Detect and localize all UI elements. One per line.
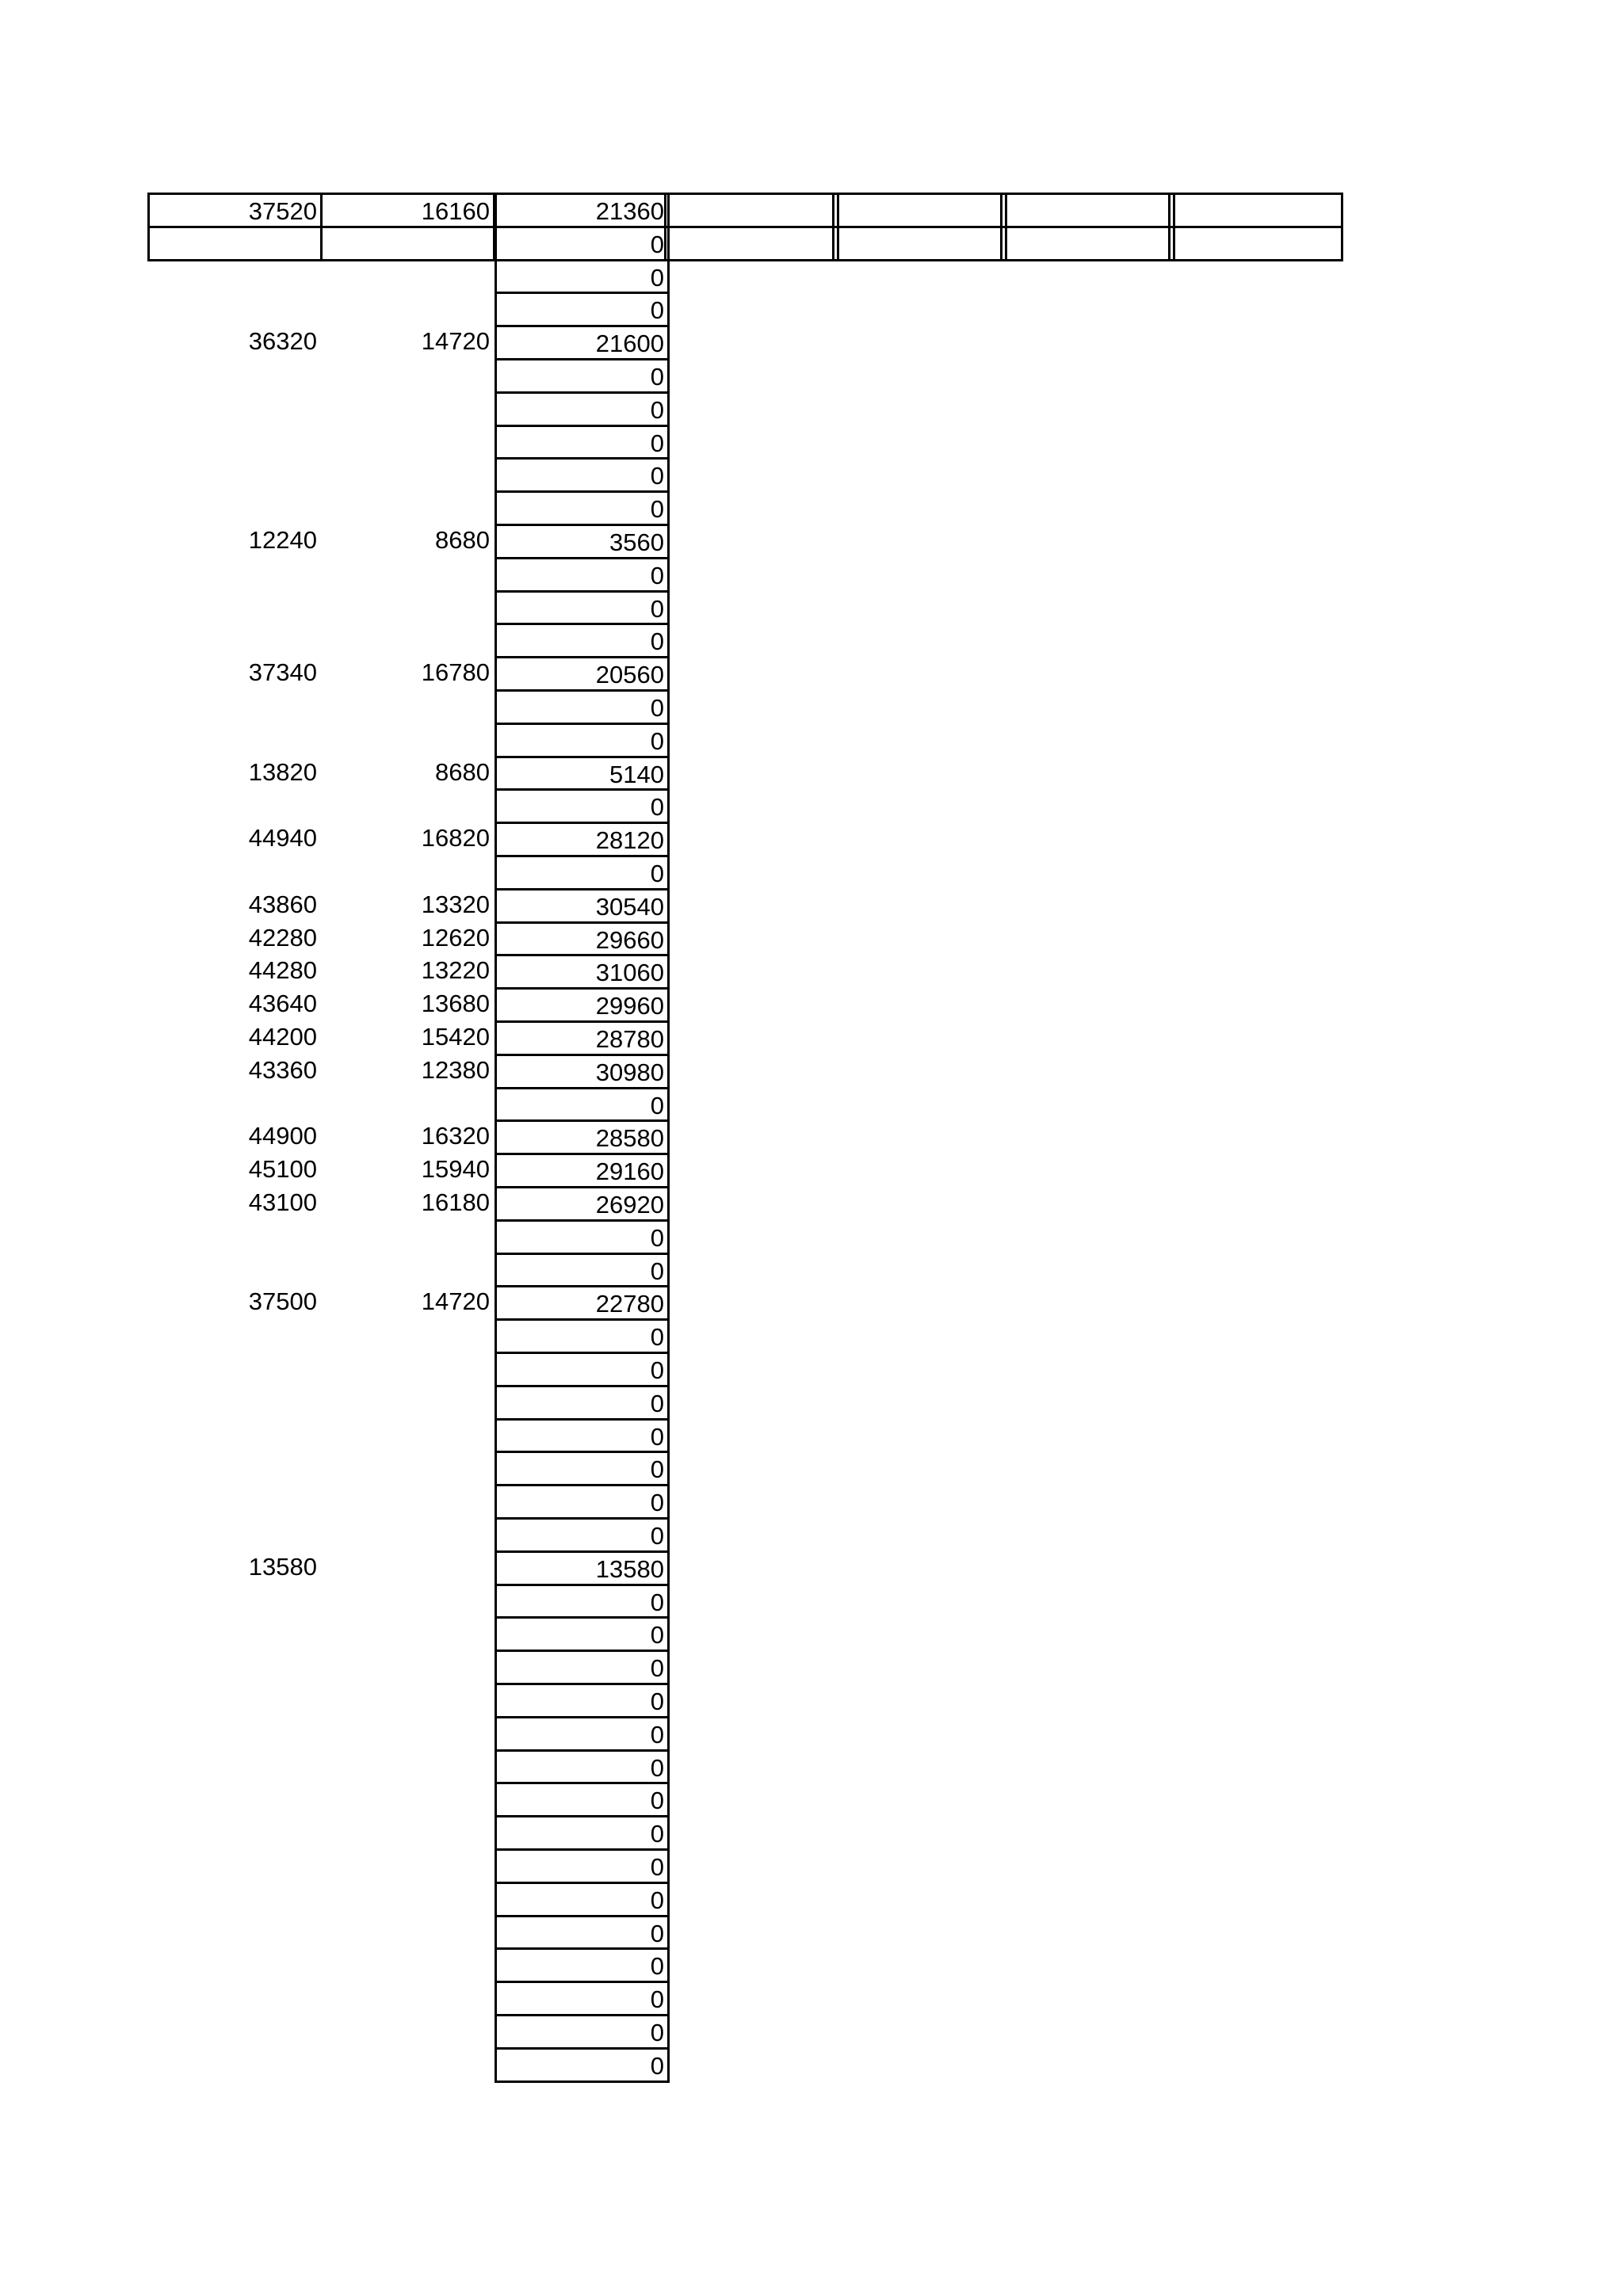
table-cell[interactable] [320,292,493,325]
table-cell[interactable] [320,1915,493,1948]
table-cell[interactable] [147,1915,320,1948]
table-cell[interactable]: 0 [495,2047,670,2083]
table-cell[interactable]: 16820 [421,824,490,852]
table-cell[interactable] [147,292,320,325]
table-cell[interactable] [320,1683,493,1716]
table-cell[interactable]: 0 [495,2014,670,2050]
table-cell[interactable] [320,1385,493,1418]
table-cell[interactable]: 13320 [421,890,490,918]
header-cell[interactable] [1168,193,1343,228]
table-cell[interactable]: 0 [495,1915,670,1951]
table-cell[interactable]: 0 [495,1981,670,2016]
table-cell[interactable]: 42280 [248,923,317,952]
table-cell[interactable] [147,855,320,888]
table-cell[interactable] [320,1451,493,1484]
table-cell[interactable] [320,1517,493,1550]
table-cell[interactable]: 5140 [495,756,670,791]
table-cell[interactable]: 21600 [495,325,670,360]
table-cell[interactable] [320,1815,493,1848]
table-cell[interactable] [320,723,493,756]
table-cell[interactable]: 12620 [421,923,490,952]
table-cell[interactable] [147,1650,320,1683]
table-cell[interactable]: 29160 [495,1153,670,1188]
table-cell[interactable] [320,1848,493,1882]
table-cell[interactable]: 0 [495,1484,670,1520]
table-cell[interactable]: 44940 [248,824,317,852]
table-cell[interactable] [147,1815,320,1848]
table-cell[interactable]: 0 [495,788,670,824]
header-cell[interactable] [832,226,1007,261]
table-cell[interactable]: 0 [495,1418,670,1454]
table-cell[interactable] [147,788,320,822]
table-cell[interactable]: 16320 [421,1122,490,1150]
table-cell[interactable] [147,1716,320,1749]
table-cell[interactable]: 0 [495,1517,670,1553]
table-cell[interactable]: 28120 [495,822,670,857]
table-cell[interactable] [147,1517,320,1550]
table-cell[interactable] [147,1385,320,1418]
table-cell[interactable]: 26920 [495,1186,670,1222]
table-cell[interactable] [320,1981,493,2014]
table-cell[interactable] [320,1616,493,1650]
table-cell[interactable] [147,1352,320,1385]
table-cell[interactable] [147,259,320,292]
table-cell[interactable]: 44900 [248,1122,317,1150]
table-cell[interactable]: 0 [495,1584,670,1619]
table-cell[interactable]: 31060 [495,954,670,990]
table-cell[interactable] [147,623,320,656]
table-cell[interactable]: 13220 [421,956,490,985]
table-cell[interactable]: 0 [495,457,670,493]
table-cell[interactable] [320,1253,493,1286]
table-cell[interactable]: 13680 [421,990,490,1018]
table-cell[interactable] [147,1253,320,1286]
table-cell[interactable] [147,1848,320,1882]
header-cell[interactable] [832,193,1007,228]
table-cell[interactable] [320,1484,493,1517]
table-cell[interactable]: 8680 [435,757,490,786]
table-cell[interactable]: 43860 [248,890,317,918]
table-cell[interactable]: 28780 [495,1020,670,1056]
table-cell[interactable]: 43100 [248,1188,317,1216]
table-cell[interactable]: 12380 [421,1055,490,1084]
table-cell[interactable] [320,1318,493,1352]
table-cell[interactable] [320,1882,493,1915]
table-cell[interactable] [320,457,493,490]
header-cell[interactable]: 37520 [147,193,323,228]
table-cell[interactable]: 14720 [421,1287,490,1316]
table-cell[interactable] [147,1947,320,1981]
table-cell[interactable]: 0 [495,1683,670,1718]
table-cell[interactable] [320,2014,493,2047]
table-cell[interactable]: 15940 [421,1155,490,1184]
table-cell[interactable]: 0 [495,1882,670,1917]
table-cell[interactable] [147,1584,320,1617]
table-cell[interactable]: 0 [495,358,670,394]
header-cell[interactable]: 0 [495,226,670,261]
table-cell[interactable]: 22780 [495,1285,670,1321]
table-cell[interactable]: 0 [495,1087,670,1123]
table-cell[interactable] [320,557,493,590]
table-cell[interactable] [147,1219,320,1253]
table-cell[interactable]: 0 [495,1616,670,1652]
table-cell[interactable] [320,358,493,391]
table-cell[interactable] [147,358,320,391]
table-cell[interactable] [320,1219,493,1253]
table-cell[interactable]: 14720 [421,327,490,356]
table-cell[interactable]: 0 [495,1352,670,1387]
table-cell[interactable] [147,457,320,490]
table-cell[interactable]: 0 [495,259,670,295]
table-cell[interactable]: 0 [495,1253,670,1288]
table-cell[interactable] [320,1352,493,1385]
table-cell[interactable] [147,1318,320,1352]
table-cell[interactable]: 30980 [495,1054,670,1089]
table-cell[interactable] [147,1882,320,1915]
table-cell[interactable] [320,1716,493,1749]
table-cell[interactable]: 20560 [495,656,670,692]
table-cell[interactable] [147,689,320,723]
table-cell[interactable] [147,590,320,624]
table-cell[interactable]: 45100 [248,1155,317,1184]
table-cell[interactable]: 3560 [495,524,670,559]
table-cell[interactable] [320,490,493,524]
table-cell[interactable]: 0 [495,1947,670,1983]
header-cell[interactable] [1000,193,1175,228]
table-cell[interactable] [147,723,320,756]
header-cell[interactable]: 16160 [320,193,495,228]
header-cell[interactable] [1000,226,1175,261]
table-cell[interactable]: 28580 [495,1119,670,1155]
table-cell[interactable]: 13580 [495,1550,670,1586]
table-cell[interactable] [147,1981,320,2014]
table-cell[interactable] [147,1451,320,1484]
table-cell[interactable]: 0 [495,1848,670,1884]
table-cell[interactable] [147,1782,320,1815]
table-cell[interactable] [147,490,320,524]
table-cell[interactable] [147,1484,320,1517]
table-cell[interactable] [147,2047,320,2081]
table-cell[interactable] [147,425,320,458]
table-cell[interactable] [320,1782,493,1815]
table-cell[interactable] [320,1550,493,1584]
table-cell[interactable] [320,1584,493,1617]
table-cell[interactable] [147,2014,320,2047]
table-cell[interactable]: 8680 [435,526,490,554]
table-cell[interactable] [320,1418,493,1451]
table-cell[interactable] [320,788,493,822]
table-cell[interactable]: 30540 [495,888,670,924]
table-cell[interactable]: 43360 [248,1055,317,1084]
table-cell[interactable]: 0 [495,1318,670,1354]
table-cell[interactable]: 0 [495,557,670,593]
table-cell[interactable]: 29960 [495,987,670,1023]
table-cell[interactable]: 44280 [248,956,317,985]
table-cell[interactable] [147,1683,320,1716]
table-cell[interactable]: 13580 [248,1552,317,1581]
table-cell[interactable]: 37500 [248,1287,317,1316]
table-cell[interactable] [320,391,493,425]
header-cell[interactable] [320,226,495,261]
table-cell[interactable]: 0 [495,1716,670,1752]
table-cell[interactable]: 0 [495,1782,670,1817]
table-cell[interactable]: 16780 [421,658,490,687]
table-cell[interactable]: 15420 [421,1023,490,1051]
table-cell[interactable] [320,623,493,656]
table-cell[interactable]: 0 [495,425,670,460]
table-cell[interactable]: 0 [495,292,670,327]
table-cell[interactable] [147,391,320,425]
table-cell[interactable] [320,425,493,458]
table-cell[interactable] [147,1418,320,1451]
header-cell[interactable] [1168,226,1343,261]
table-cell[interactable] [320,1749,493,1783]
table-cell[interactable]: 0 [495,623,670,658]
table-cell[interactable] [320,1947,493,1981]
table-cell[interactable] [147,1749,320,1783]
table-cell[interactable]: 37340 [248,658,317,687]
table-cell[interactable]: 44200 [248,1023,317,1051]
table-cell[interactable] [320,590,493,624]
table-cell[interactable]: 0 [495,1815,670,1851]
table-cell[interactable] [320,689,493,723]
table-cell[interactable]: 0 [495,689,670,725]
header-cell[interactable] [664,226,839,261]
table-cell[interactable] [147,1616,320,1650]
header-cell[interactable] [664,193,839,228]
table-cell[interactable] [320,259,493,292]
table-cell[interactable]: 13820 [248,757,317,786]
table-cell[interactable]: 0 [495,1749,670,1785]
table-cell[interactable] [320,1650,493,1683]
table-cell[interactable]: 43640 [248,990,317,1018]
table-cell[interactable]: 0 [495,590,670,626]
table-cell[interactable]: 0 [495,490,670,526]
table-cell[interactable]: 0 [495,391,670,427]
table-cell[interactable]: 0 [495,1219,670,1255]
table-cell[interactable]: 12240 [248,526,317,554]
table-cell[interactable]: 0 [495,855,670,891]
table-cell[interactable] [320,855,493,888]
table-cell[interactable]: 0 [495,1650,670,1685]
table-cell[interactable] [147,557,320,590]
header-cell[interactable]: 21360 [495,193,670,228]
table-cell[interactable]: 16180 [421,1188,490,1216]
table-cell[interactable]: 0 [495,1385,670,1421]
table-cell[interactable]: 36320 [248,327,317,356]
table-cell[interactable] [320,1087,493,1120]
header-cell[interactable] [147,226,323,261]
table-cell[interactable]: 0 [495,723,670,758]
table-cell[interactable] [147,1087,320,1120]
table-cell[interactable]: 29660 [495,921,670,957]
table-cell[interactable] [320,2047,493,2081]
table-cell[interactable]: 0 [495,1451,670,1486]
